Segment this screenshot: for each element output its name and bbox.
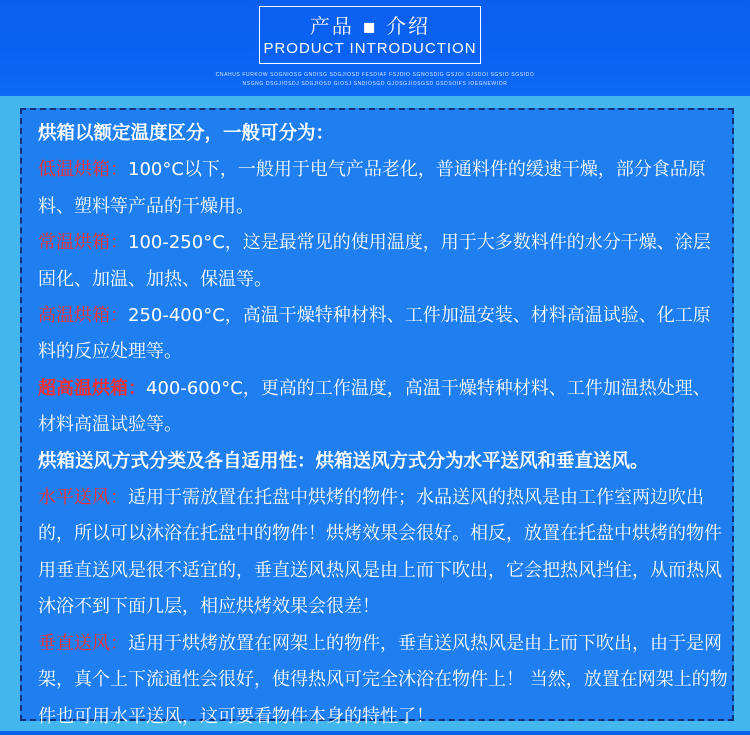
- vertical-text: 适用于烘烤放置在网架上的物件，垂直送风热风是由上而下吹出，由于是网架，真个上下流通性会很好，使得热风可完全沐浴在物件上！ 当然，放置在网架上的物件也可用水平送风，这可要看物件本身的特性了！: [38, 632, 728, 727]
- low-temp-label: 低温烘箱：: [38, 159, 128, 181]
- high-temp-label: 高温烘箱：: [38, 305, 128, 327]
- fine-print-line-1: CNAHUS FURKOW SOGNIOSG GNDISG SDGJIOSD FESDIAF FSJDIO SGNOSDIG GSJOI GJSDOI SGSIO SGSIDO: [215, 72, 535, 78]
- low-temp-text: 100°C以下，一般用于电气产品老化，普通料件的缓速干燥，部分食品原料、塑料等产品的干燥用。: [38, 159, 706, 217]
- high-temp-text: 250-400°C，高温干燥特种材料、工件加温安装、材料高温试验、化工原料的反应处理等。: [38, 305, 711, 363]
- high-temp-paragraph: [38, 298, 728, 371]
- title-chinese: 产品 ▪ 介绍: [309, 14, 431, 38]
- ultra-high-temp-paragraph: [38, 371, 728, 444]
- title-english: PRODUCT INTRODUCTION: [263, 40, 477, 57]
- normal-temp-label: 常温烘箱：: [38, 232, 128, 254]
- horizontal-text: 适用于需放置在托盘中烘烤的物件；水品送风的热风是由工作室两边吹出的，所以可以沐浴在托盘中的物件！烘烤效果会很好。相反，放置在托盘中烘烤的物件用垂直送风是很不适宜的，垂直送风热风是由上而下吹出，它会把热风挡住，从而热风沐浴不到下面几层，相应烘烤效果会很差！: [38, 487, 722, 618]
- vertical-label: 垂直送风：: [38, 632, 128, 654]
- ultra-high-temp-text: 400-600°C，更高的工作温度，高温干燥特种材料、工件加温热处理、材料高温试验等。: [38, 377, 711, 436]
- airflow-heading: 烘箱送风方式分类及各自适用性：烘箱送风方式分为水平送风和垂直送风。: [38, 450, 649, 472]
- content-frame: [0, 96, 750, 731]
- low-temp-paragraph: [38, 152, 728, 225]
- content-box: [20, 108, 734, 727]
- normal-temp-paragraph: [38, 225, 728, 298]
- fine-print-line-2: NSGNG DSGJIOSDJ SDGJIOSD GIOSJ SNDIOSGD GJOSGJIOSGSD GSDSOIFS IOEGNEWIOR: [242, 81, 508, 87]
- content-text: [38, 116, 728, 735]
- horizontal-label: 水平送风：: [38, 487, 128, 509]
- title-box: [259, 6, 481, 64]
- normal-temp-text: 100-250°C，这是最常见的使用温度，用于大多数料件的水分干燥、涂层固化、加温、加热、保温等。: [38, 232, 711, 290]
- ultra-high-temp-label: 超高温烘箱：: [38, 377, 146, 399]
- horizontal-paragraph: [38, 480, 728, 626]
- header-banner: [0, 0, 750, 96]
- intro-heading: 烘箱以额定温度区分，一般可分为：: [38, 123, 335, 144]
- vertical-paragraph: [38, 626, 728, 735]
